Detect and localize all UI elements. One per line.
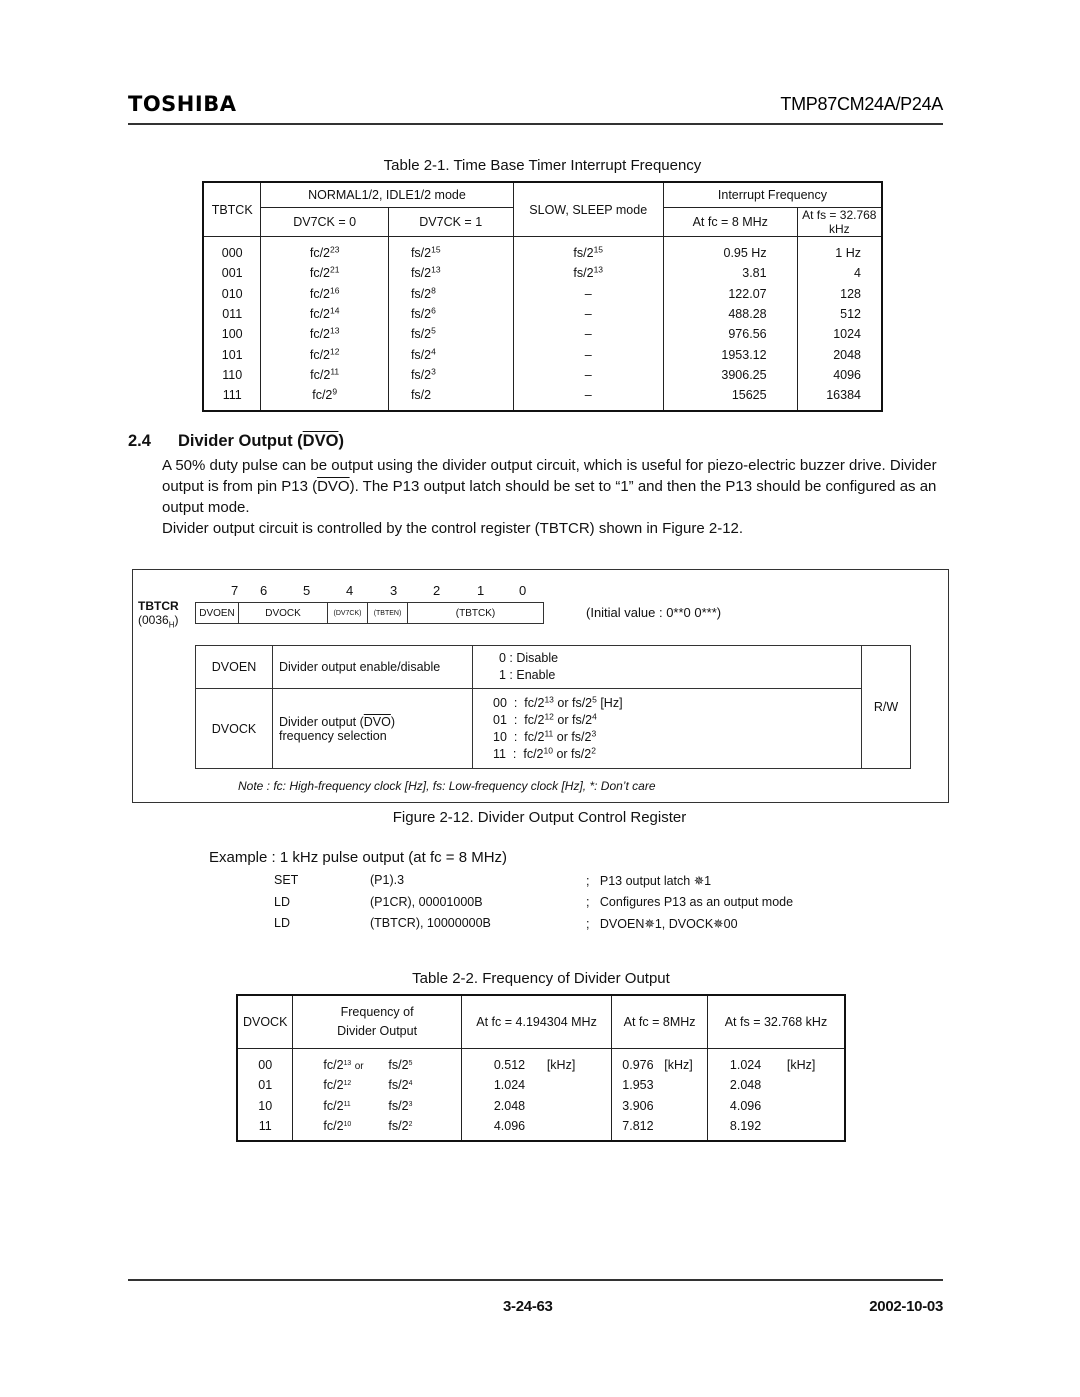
- cell-dv7ck1: $fs/2^8$: [388, 284, 513, 304]
- footer-rule: [128, 1279, 943, 1281]
- section-title-signal: $\overline{DVO}$: [302, 432, 339, 450]
- table-row: [203, 365, 882, 385]
- cell-dv7ck1: $fs/2^{13}$: [388, 263, 513, 283]
- cell-tbtck: 111: [203, 385, 261, 405]
- initial-value: (Initial value : 0**0 0***): [586, 605, 722, 620]
- register-address: (0036: [138, 613, 169, 627]
- divider-frequency-table: [236, 994, 846, 1142]
- cell-at-fs: 2.048: [707, 1075, 845, 1095]
- figure-caption: Figure 2-12. Divider Output Control Register: [392, 809, 687, 826]
- cell-at-fs: 1024: [797, 324, 882, 344]
- cell-at-fc-8mhz: 1.953: [612, 1075, 708, 1095]
- dvock-desc-line2: frequency selection: [279, 728, 387, 743]
- cell-dv7ck0: $fc/2^{11}$: [261, 365, 389, 385]
- table-row: [237, 1096, 845, 1116]
- dvock-name: DVOCK: [196, 689, 273, 769]
- table-row: [237, 1055, 845, 1075]
- register-bitfield: [195, 602, 544, 624]
- cell-frequency: $fc/2^{12}$ $fs/2^4$: [293, 1075, 461, 1095]
- cell-tbtck: 100: [203, 324, 261, 344]
- table-row: [237, 1075, 845, 1095]
- table-row: [203, 344, 882, 364]
- dvock-options: [473, 689, 862, 769]
- dvock-option: 10 : $fc/2^{11}$ or $fs/2^3$: [493, 727, 597, 744]
- cell-dvock: 00: [237, 1055, 293, 1075]
- code-opcode: LD: [274, 894, 290, 909]
- header-at-fs: At fs = 32.768 kHz: [797, 208, 882, 237]
- bit-number: 7: [231, 583, 239, 598]
- dvock-desc-a: Divider output (: [279, 714, 364, 729]
- cell-tbtck: 010: [203, 284, 261, 304]
- cell-frequency: $fc/2^{11}$ $fs/2^3$: [293, 1096, 461, 1116]
- cell-at-fc-8mhz: 3.906: [612, 1096, 708, 1116]
- field-tbtck: (TBTCK): [455, 607, 496, 619]
- dvoen-option-1: 1 : Enable: [499, 668, 556, 682]
- cell-at-fs: 128: [797, 284, 882, 304]
- cell-dv7ck1: $fs/2^6$: [388, 304, 513, 324]
- cell-tbtck: 001: [203, 263, 261, 283]
- cell-dv7ck0: $fc/2^{13}$: [261, 324, 389, 344]
- code-operand: (P1CR), 00001000B: [370, 894, 483, 909]
- cell-dv7ck0: $fc/2^9$: [261, 385, 389, 405]
- code-opcode: LD: [274, 916, 290, 930]
- bit-number: 6: [260, 583, 268, 598]
- bit-number: 5: [303, 583, 311, 598]
- cell-dv7ck0: $fc/2^{12}$: [261, 344, 389, 364]
- brand-logo: TOSHIBA: [128, 92, 237, 116]
- cell-at-fc-8mhz: 0.976 [kHz]: [612, 1055, 708, 1075]
- cell-at-fc-4mhz: 4.096: [461, 1116, 611, 1136]
- cell-slow: –: [513, 324, 663, 344]
- cell-tbtck: 000: [203, 243, 261, 263]
- register-name: TBTCR: [138, 599, 179, 613]
- header-dv7ck-0: DV7CK = 0: [261, 208, 389, 237]
- cell-at-fs: 1 Hz: [797, 243, 882, 263]
- header-at-fs: At fs = 32.768 kHz: [707, 995, 845, 1049]
- table-row: [203, 243, 882, 263]
- table-row: [237, 1116, 845, 1136]
- figure-note: Note : fc: High-frequency clock [Hz], fs: Low-frequency clock [Hz], *: Don’t care: [238, 779, 656, 793]
- dvock-option: 00 : $fc/2^{13}$ or $fs/2^5$ [Hz]: [493, 693, 623, 710]
- bit-number: 3: [390, 583, 398, 598]
- cell-at-fs: 4096: [797, 365, 882, 385]
- cell-dv7ck1: $fs/2^{15}$: [388, 243, 513, 263]
- cell-at-fs: 512: [797, 304, 882, 324]
- cell-at-fc: 1953.12: [663, 344, 797, 364]
- table-row: [203, 284, 882, 304]
- section-title-prefix: Divider Output (: [178, 432, 303, 450]
- cell-at-fc: 0.95 Hz: [663, 243, 797, 263]
- cell-at-fc-4mhz: 2.048: [461, 1096, 611, 1116]
- cell-slow: $fs/2^{15}$: [513, 243, 663, 263]
- cell-at-fs: 16384: [797, 385, 882, 405]
- cell-slow: –: [513, 385, 663, 405]
- code-operand: (P1).3: [370, 873, 405, 887]
- cell-at-fc: 122.07: [663, 284, 797, 304]
- cell-tbtck: 110: [203, 365, 261, 385]
- cell-at-fs: 1.024 [kHz]: [707, 1055, 845, 1075]
- cell-frequency: $fc/2^{10}$ $fs/2^2$: [293, 1116, 461, 1136]
- header-tbtck: TBTCK: [203, 182, 261, 237]
- time-base-timer-table: [202, 181, 883, 412]
- header-slow-mode: SLOW, SLEEP mode: [513, 182, 663, 237]
- table1-caption: Table 2-1. Time Base Timer Interrupt Frequency: [383, 157, 702, 174]
- cell-at-fc: 3906.25: [663, 365, 797, 385]
- header-at-fc: At fc = 8 MHz: [663, 208, 797, 237]
- cell-dv7ck0: $fc/2^{16}$: [261, 284, 389, 304]
- cell-at-fc-4mhz: 1.024: [461, 1075, 611, 1095]
- dvoen-options: [473, 646, 862, 689]
- bit-number: 0: [519, 583, 527, 598]
- section-paragraph-1: [162, 455, 952, 518]
- code-comment: ; DVOEN✵1, DVOCK✵00: [586, 917, 738, 931]
- cell-dvock: 01: [237, 1075, 293, 1095]
- cell-slow: $fs/2^{13}$: [513, 263, 663, 283]
- bit-number: 4: [346, 583, 354, 598]
- cell-at-fc: 15625: [663, 385, 797, 405]
- code-operand: (TBTCR), 10000000B: [370, 916, 491, 930]
- cell-at-fc: 3.81: [663, 263, 797, 283]
- table-row: [203, 263, 882, 283]
- document-date: 2002-10-03: [869, 1298, 943, 1315]
- cell-dv7ck0: $fc/2^{14}$: [261, 304, 389, 324]
- field-dv7ck: (DV7CK): [328, 603, 368, 623]
- header-dvock: DVOCK: [237, 995, 293, 1049]
- header-normal-mode: NORMAL1/2, IDLE1/2 mode: [261, 182, 513, 208]
- cell-at-fs: 2048: [797, 344, 882, 364]
- para1-text-b: ). The P13 output latch should be set to “1” and then the P13 should be configured as an output mode.: [162, 478, 937, 516]
- section-number: 2.4: [128, 432, 151, 450]
- section-paragraph-2: Divider output circuit is controlled by the control register (TBTCR) shown in Figure 2-12.: [162, 520, 744, 537]
- table-row: [203, 385, 882, 405]
- section-heading: [128, 432, 344, 451]
- para1-text-a: A 50% duty pulse can be output using the divider output circuit, which is useful for piezo-electric buzzer drive. Divider output is from pin P13 (: [162, 457, 937, 495]
- cell-dvock: 11: [237, 1116, 293, 1136]
- document-id: TMP87CM24A/P24A: [780, 94, 943, 114]
- table-row: [203, 304, 882, 324]
- field-dvock: DVOCK: [239, 603, 328, 623]
- cell-frequency: $fc/2^{13}$ or $fs/2^5$: [293, 1055, 461, 1075]
- cell-at-fs: 4.096: [707, 1096, 845, 1116]
- header-at-fc-8mhz: At fc = 8MHz: [612, 995, 708, 1049]
- cell-slow: –: [513, 304, 663, 324]
- cell-at-fc: 976.56: [663, 324, 797, 344]
- table2-caption: Table 2-2. Frequency of Divider Output: [412, 970, 670, 987]
- page-number: 3-24-63: [503, 1298, 553, 1315]
- dvock-desc-signal: $\overline{DVO}$: [363, 714, 391, 729]
- bit-number: 2: [433, 583, 441, 598]
- header-frequency-line2: Divider Output: [337, 1024, 418, 1038]
- dvoen-description: Divider output enable/disable: [273, 646, 473, 689]
- field-tbten: (TBTEN): [368, 603, 408, 623]
- cell-dv7ck0: $fc/2^{21}$: [261, 263, 389, 283]
- table-row: [203, 324, 882, 344]
- register-label: [138, 599, 179, 632]
- register-address-sub: H: [168, 620, 175, 630]
- para1-signal: $\overline{DVO}$: [317, 478, 350, 495]
- cell-dvock: 10: [237, 1096, 293, 1116]
- cell-at-fc-4mhz: 0.512 [kHz]: [461, 1055, 611, 1075]
- dvoen-option-0: 0 : Disable: [499, 651, 559, 665]
- code-comment: ; P13 output latch ✵1: [586, 874, 712, 888]
- bit-number: 1: [477, 583, 485, 598]
- cell-slow: –: [513, 344, 663, 364]
- cell-dv7ck1: $fs/2^4$: [388, 344, 513, 364]
- dvock-description: [273, 689, 473, 769]
- cell-dv7ck0: $fc/2^{23}$: [261, 243, 389, 263]
- code-comment: ; Configures P13 as an output mode: [586, 894, 794, 909]
- header-frequency-line1: Frequency of: [340, 1005, 414, 1019]
- example-title: Example : 1 kHz pulse output (at fc = 8 MHz): [209, 849, 508, 866]
- dvock-option: 01 : $fc/2^{12}$ or $fs/2^4$: [493, 710, 597, 727]
- cell-tbtck: 011: [203, 304, 261, 324]
- header-at-fc-4mhz: At fc = 4.194304 MHz: [461, 995, 611, 1049]
- cell-at-fc: 488.28: [663, 304, 797, 324]
- cell-at-fs: 8.192: [707, 1116, 845, 1136]
- cell-slow: –: [513, 365, 663, 385]
- header-dv7ck-1: DV7CK = 1: [388, 208, 513, 237]
- cell-dv7ck1: fs/2: [388, 385, 513, 405]
- code-opcode: SET: [274, 873, 299, 887]
- dvoen-name: DVOEN: [196, 646, 273, 689]
- section-title-suffix: ): [338, 432, 344, 450]
- cell-at-fc-8mhz: 7.812: [612, 1116, 708, 1136]
- dvock-option: 11 : $fc/2^{10}$ or $fs/2^2$: [493, 744, 596, 761]
- dvock-desc-b: ): [390, 714, 396, 729]
- header-rule: [128, 123, 943, 125]
- cell-tbtck: 101: [203, 344, 261, 364]
- cell-dv7ck1: $fs/2^3$: [388, 365, 513, 385]
- cell-dv7ck1: $fs/2^5$: [388, 324, 513, 344]
- header-interrupt-frequency: Interrupt Frequency: [663, 182, 882, 208]
- cell-at-fs: 4: [797, 263, 882, 283]
- access-mode: R/W: [862, 646, 911, 769]
- register-address-close: ): [174, 613, 179, 627]
- cell-slow: –: [513, 284, 663, 304]
- register-description-table: [195, 645, 911, 769]
- header-frequency: [293, 995, 461, 1049]
- field-dvoen: DVOEN: [196, 603, 239, 623]
